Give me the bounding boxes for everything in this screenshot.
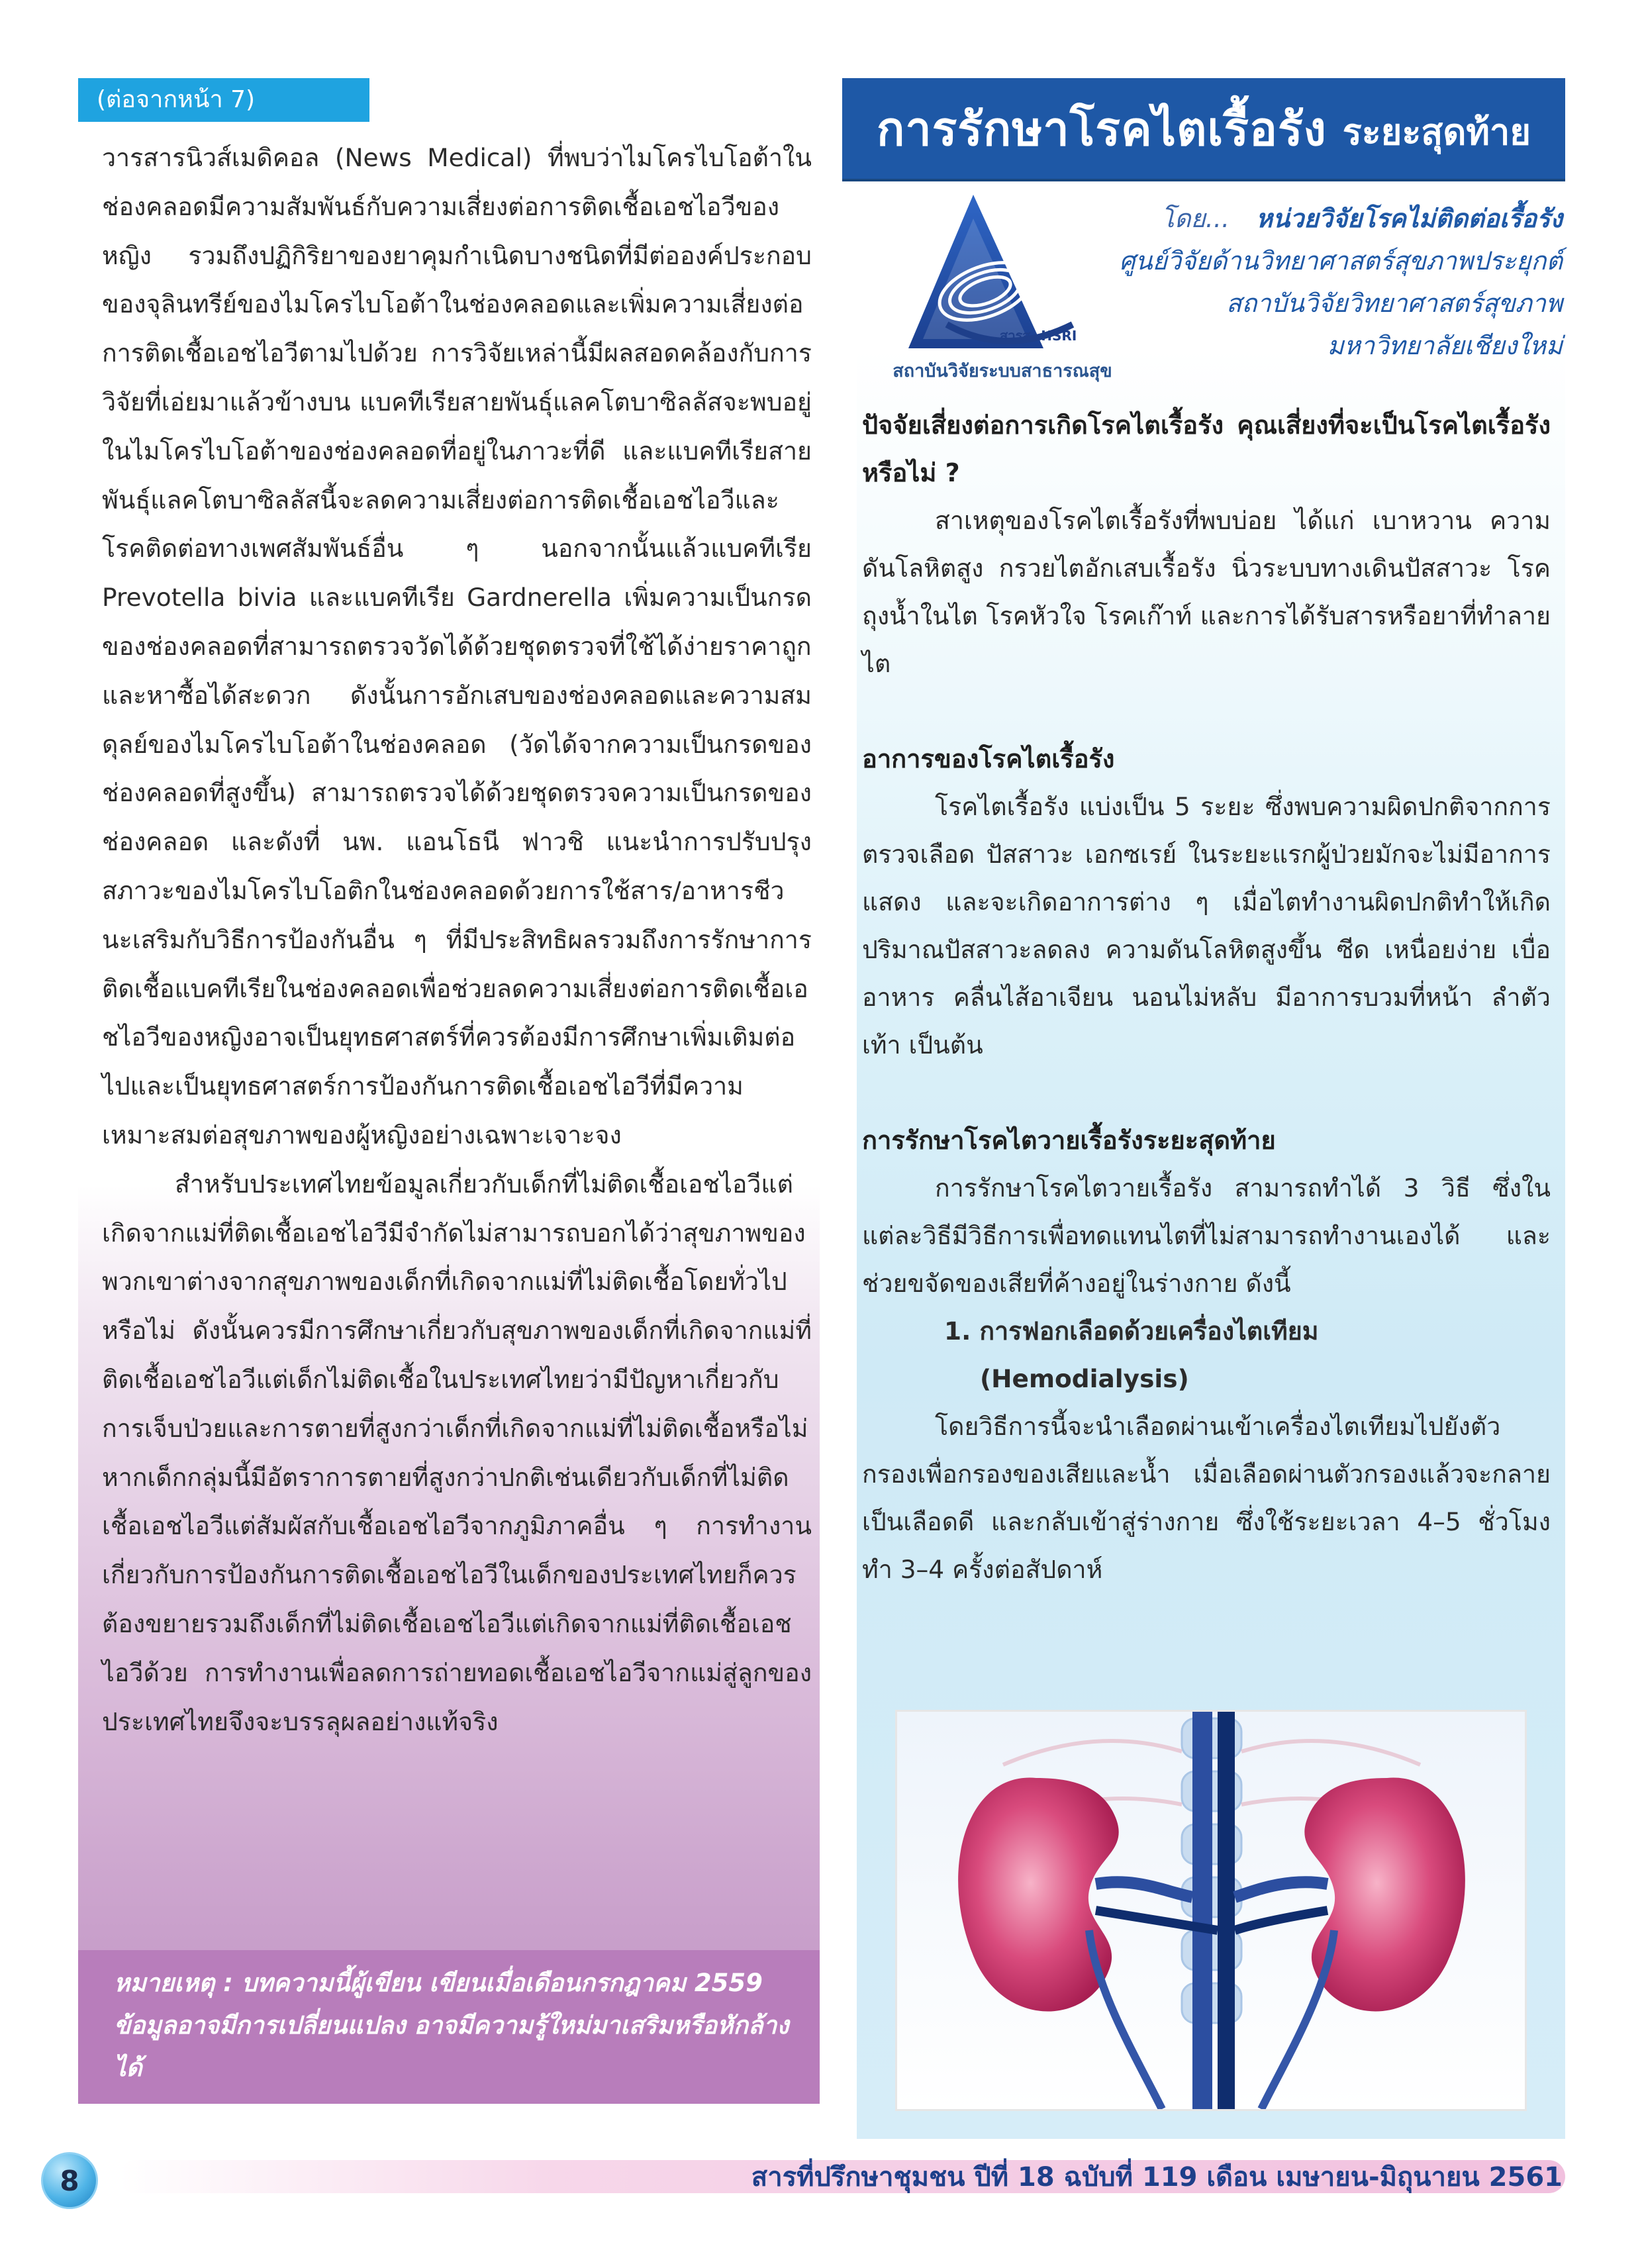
section-body-treatment: การรักษาโรคไตวายเรื้อรัง สามารถทำได้ 3 วิธี ซึ่งในแต่ละวิธีมีวิธีการเพื่อทดแทนไตที่ไม่สามารถทำงานเองได้ และช่วยขจัดของเสียที่ค้างอยู่ในร่างกาย ดังนี้: [862, 1173, 1551, 1298]
journal-info: สารที่ปรึกษาชุมชน ปีที่ 18 ฉบับที่ 119 เดือน เมษายน-มิถุนายน 2561: [751, 2162, 1563, 2193]
section-body-risk-factors: สาเหตุของโรคไตเรื้อรังที่พบบ่อย ได้แก่ เบาหวาน ความดันโลหิตสูง กรวยไตอักเสบเรื้อรัง นิ่วระบบทางเดินปัสสาวะ โรคถุงน้ำในไต โรคหัวใจ โรคเก๊าท์ และการได้รับสารหรือยาที่ทำลายไต: [862, 506, 1551, 678]
section-heading-symptoms: อาการของโรคไตเรื้อรัง: [862, 744, 1115, 773]
section-heading-treatment: การรักษาโรคไตวายเรื้อรังระยะสุดท้าย: [862, 1126, 1276, 1155]
byline-institute: สถาบันวิจัยวิทยาศาสตร์สุขภาพ: [1226, 289, 1563, 318]
remark-text: หมายเหตุ : บทความนี้ผู้เขียน เขียนเมื่อเดือนกรกฎาคม 2559 ข้อมูลอาจมีการเปลี่ยนแปลง อาจมีความรู้ใหม่มาเสริมหรือหักล้างได้: [114, 1969, 789, 2082]
treatment-item-1-subtitle: (Hemodialysis): [980, 1364, 1189, 1393]
logo-text: สวรส.-HSRI: [1000, 328, 1077, 344]
article-title-bar: [842, 78, 1565, 181]
author-byline: [1046, 197, 1563, 367]
byline-center: ศูนย์วิจัยด้านวิทยาศาสตร์สุขภาพประยุกต์: [1119, 246, 1563, 275]
kidney-illustration: [895, 1710, 1527, 2111]
article-title: การรักษาโรคไตเรื้อรัง: [877, 101, 1327, 156]
treatment-item-1-title: 1. การฟอกเลือดด้วยเครื่องไตเทียม: [944, 1316, 1319, 1346]
continued-from-tag: (ต่อจากหน้า 7): [78, 78, 369, 122]
logo-caption: สถาบันวิจัยระบบสาธารณสุข: [893, 361, 1112, 381]
page-number: 8: [41, 2152, 98, 2209]
byline-line-1: [1046, 197, 1563, 240]
byline-university: มหาวิทยาลัยเชียงใหม่: [1327, 331, 1563, 360]
kidney-image: [897, 1712, 1525, 2109]
section-heading-risk-factors: ปัจจัยเสี่ยงต่อการเกิดโรคไตเรื้อรัง คุณเสี่ยงที่จะเป็นโรคไตเรื้อรังหรือไม่ ?: [862, 411, 1551, 487]
article-title-suffix: ระยะสุดท้าย: [1342, 111, 1531, 153]
remark-box: [78, 1950, 820, 2104]
left-column: [78, 78, 820, 2091]
left-paragraph-2: สำหรับประเทศไทยข้อมูลเกี่ยวกับเด็กที่ไม่ติดเชื้อเอชไอวีแต่เกิดจากแม่ที่ติดเชื้อเอชไอวีมีจำกัดไม่สามารถบอกได้ว่าสุขภาพของพวกเขาต่างจากสุขภาพของเด็กที่เกิดจากแม่ที่ไม่ติดเชื้อโดยทั่วไปหรือไม่ ดังนั้นควรมีการศึกษาเกี่ยวกับสุขภาพของเด็กที่เกิดจากแม่ที่ติดเชื้อเอชไอวีแต่เด็กไม่ติดเชื้อในประเทศไทยว่ามีปัญหาเกี่ยวกับการเจ็บป่วยและการตายที่สูงกว่าเด็กที่เกิดจากแม่ที่ไม่ติดเชื้อหรือไม่ หากเด็กกลุ่มนี้มีอัตราการตายที่สูงกว่าปกติเช่นเดียวกับเด็กที่ไม่ติดเชื้อเอชไอวีแต่สัมผัสกับเชื้อเอชไอวีจากภูมิภาคอื่น ๆ การทำงานเกี่ยวกับการป้องกันการติดเชื้อเอชไอวีในเด็กของประเทศไทยก็ควรต้องขยายรวมถึงเด็กที่ไม่ติดเชื้อเอชไอวีแต่เกิดจากแม่ที่ติดเชื้อเอชไอวีด้วย การทำงานเพื่อลดการถ่ายทอดเชื้อเอชไอวีจากแม่สู่ลูกของประเทศไทยจึงจะบรรลุผลอย่างแท้จริง: [102, 1169, 812, 1736]
left-article-body: [102, 134, 812, 1746]
byline-prefix: โดย...: [1161, 204, 1230, 233]
left-paragraph-1: วารสารนิวส์เมดิคอล (News Medical) ที่พบว่าไมโครไบโอต้าในช่องคลอดมีความสัมพันธ์กับความเสี่ยงต่อการติดเชื้อเอชไอวีของหญิง รวมถึงปฏิกิริยาของยาคุมกำเนิดบางชนิดที่มีต่อองค์ประกอบของจุลินทรีย์ของไมโครไบโอต้าในช่องคลอดและเพิ่มความเสี่ยงต่อการติดเชื้อเอชไอวีตามไปด้วย การวิจัยเหล่านี้มีผลสอดคล้องกับการวิจัยที่เอ่ยมาแล้วข้างบน แบคทีเรียสายพันธุ์แลคโตบาซิลลัสจะพบอยู่ในไมโครไบโอต้าของช่องคลอดที่อยู่ในภาวะที่ดี และแบคทีเรียสายพันธุ์แลคโตบาซิลลัสนี้จะลดความเสี่ยงต่อการติดเชื้อเอชไอวีและโรคติดต่อทางเพศสัมพันธ์อื่น ๆ นอกจากนั้นแล้วแบคทีเรีย Prevotella bivia และแบคทีเรีย Gardnerella เพิ่มความเป็นกรดของช่องคลอดที่สามารถตรวจวัดได้ด้วยชุดตรวจที่ใช้ได้ง่ายราคาถูก และหาซื้อได้สะดวก ดังนั้นการอักเสบของช่องคลอดและความสมดุลย์ของไมโครไบโอต้าในช่องคลอด (วัดได้จากความเป็นกรดของช่องคลอดที่สูงขึ้น) สามารถตรวจได้ด้วยชุดตรวจความเป็นกรดของช่องคลอด และดังที่ นพ. แอนโธนี ฟาวชิ แนะนำการปรับปรุงสภาวะของไมโครไบโอติกในช่องคลอดด้วยการใช้สาร/อาหารชีวนะเสริมกับวิธีการป้องกันอื่น ๆ ที่มีประสิทธิผลรวมถึงการรักษาการติดเชื้อแบคทีเรียในช่องคลอดเพื่อช่วยลดความเสี่ยงต่อการติดเชื้อเอชไอวีของหญิงอาจเป็นยุทธศาสตร์ที่ควรต้องมีการศึกษาเพิ่มเติมต่อไปและเป็นยุทธศาสตร์การป้องกันการติดเชื้อเอชไอวีที่มีความเหมาะสมต่อสุขภาพของผู้หญิงอย่างเฉพาะเจาะจง: [102, 143, 812, 1150]
treatment-item-1-body: โดยวิธีการนี้จะนำเลือดผ่านเข้าเครื่องไตเทียมไปยังตัวกรองเพื่อกรองของเสียและน้ำ เมื่อเลือดผ่านตัวกรองแล้วจะกลายเป็นเลือดดี และกลับเข้าสู่ร่างกาย ซึ่งใช้ระยะเวลา 4–5 ชั่วโมง ทำ 3–4 ครั้งต่อสัปดาห์: [862, 1412, 1551, 1584]
byline-unit: หน่วยวิจัยโรคไม่ติดต่อเรื้อรัง: [1256, 204, 1563, 233]
section-body-symptoms: โรคไตเรื้อรัง แบ่งเป็น 5 ระยะ ซึ่งพบความผิดปกติจากการตรวจเลือด ปัสสาวะ เอกซเรย์ ในระยะแรกผู้ป่วยมักจะไม่มีอาการแสดง และจะเกิดอาการต่าง ๆ เมื่อไตทำงานผิดปกติทำให้เกิดปริมาณปัสสาวะลดลง ความดันโลหิตสูงขึ้น ซีด เหนื่อยง่าย เบื่ออาหาร คลื่นไส้อาเจียน นอนไม่หลับ มีอาการบวมที่หน้า ลำตัว เท้า เป็นต้น: [862, 792, 1551, 1060]
right-article-body: [862, 401, 1551, 1593]
